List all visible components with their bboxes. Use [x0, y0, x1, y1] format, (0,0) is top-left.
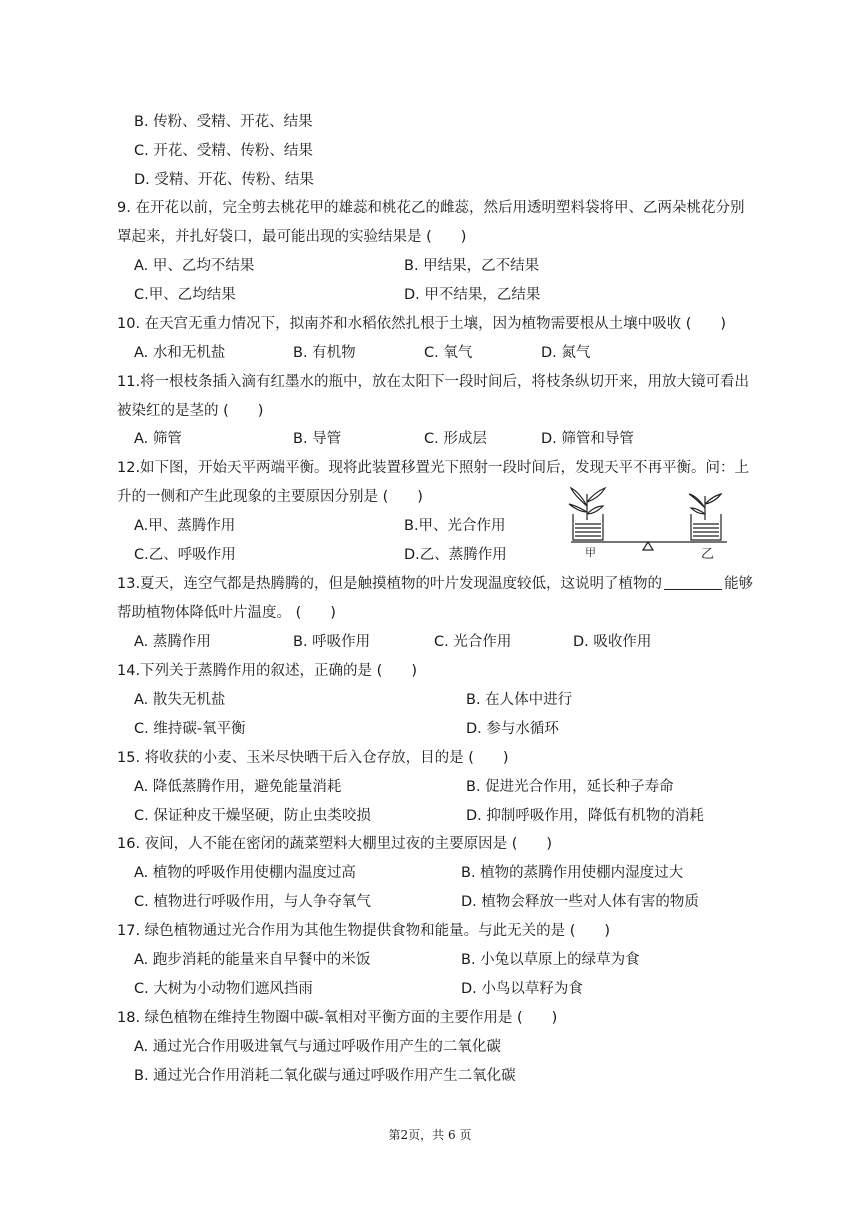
q14-option-a: A. 散失无机盐 [134, 692, 226, 708]
q13-option-b: B. 呼吸作用 [293, 634, 371, 650]
q12-stem-line2: 升的一侧和产生此现象的主要原因分别是 ( ) [117, 489, 423, 505]
q16-option-c: C. 植物进行呼吸作用，与人争夺氧气 [134, 894, 371, 910]
q11-stem-line2: 被染红的是茎的 ( ) [117, 403, 264, 419]
fig-label-right: 乙 [701, 547, 715, 562]
q15-option-c: C. 保证种皮干燥坚硬，防止虫类咬损 [134, 808, 371, 824]
q14-option-d: D. 参与水循环 [466, 721, 559, 737]
q14-stem: 14.下列关于蒸腾作用的叙述，正确的是 ( ) [117, 663, 417, 679]
q11-option-c: C. 形成层 [424, 431, 487, 447]
balance-figure [565, 484, 735, 562]
q17-option-d: D. 小鸟以草籽为食 [461, 981, 583, 997]
q8-option-b: B. 传粉、受精、开花、结果 [134, 114, 313, 130]
q9-option-a: A. 甲、乙均不结果 [134, 258, 255, 274]
q15-option-a: A. 降低蒸腾作用，避免能量消耗 [134, 779, 342, 795]
q12-stem-line1: 12.如下图，开始天平两端平衡。现将此装置移置光下照射一段时间后，发现天平不再平衡。问：上 [117, 460, 750, 476]
q9-option-d: D. 甲不结果，乙结果 [404, 287, 541, 303]
q10-option-b: B. 有机物 [293, 345, 356, 361]
q11-stem-line1: 11.将一根枝条插入滴有红墨水的瓶中，放在太阳下一段时间后，将枝条纵切开来，用放大镜可看出 [117, 374, 750, 390]
q13-option-d: D. 吸收作用 [573, 634, 652, 650]
q17-option-a: A. 跑步消耗的能量来自早餐中的米饭 [134, 952, 371, 968]
q18-option-b: B. 通过光合作用消耗二氧化碳与通过呼吸作用产生二氧化碳 [134, 1068, 516, 1084]
q16-stem: 16. 夜间，人不能在密闭的蔬菜塑料大棚里过夜的主要原因是 ( ) [117, 836, 553, 852]
fulcrum-icon [643, 542, 653, 550]
q9-stem-line1: 9. 在开花以前，完全剪去桃花甲的雄蕊和桃花乙的雌蕊，然后用透明塑料袋将甲、乙两朵桃花分别 [117, 200, 745, 216]
q13-stem-line2: 帮助植物体降低叶片温度。 ( ) [117, 605, 336, 621]
q15-option-d: D. 抑制呼吸作用，降低有机物的消耗 [466, 808, 704, 824]
right-plant-icon [689, 494, 721, 520]
q10-stem: 10. 在天宫无重力情况下，拟南芥和水稻依然扎根于土壤，因为植物需要根从土壤中吸收 ( ) [117, 316, 727, 332]
q13-option-c: C. 光合作用 [434, 634, 512, 650]
q12-option-a: A.甲、蒸腾作用 [134, 518, 236, 534]
q8-option-c: C. 开花、受精、传粉、结果 [134, 143, 313, 159]
q15-stem: 15. 将收获的小麦、玉米尽快晒干后入仓存放，目的是 ( ) [117, 750, 509, 766]
q17-option-c: C. 大树为小动物们遮风挡雨 [134, 981, 313, 997]
q12-option-c: C.乙、呼吸作用 [134, 547, 236, 563]
q11-option-d: D. 筛管和导管 [541, 431, 634, 447]
q13-stem-line1 [117, 574, 753, 594]
q9-stem-line2: 罩起来，并扎好袋口，最可能出现的实验结果是 ( ) [117, 229, 467, 245]
q13-answer-blank [664, 575, 722, 590]
q17-stem: 17. 绿色植物通过光合作用为其他生物提供食物和能量。与此无关的是 ( ) [117, 923, 611, 939]
right-beaker-icon [691, 514, 721, 540]
q16-option-b: B. 植物的蒸腾作用使棚内湿度过大 [461, 865, 684, 881]
q12-option-d: D.乙、蒸腾作用 [404, 547, 507, 563]
q18-option-a: A. 通过光合作用吸进氧气与通过呼吸作用产生的二氧化碳 [134, 1039, 501, 1055]
q11-option-a: A. 筛管 [134, 431, 182, 447]
q16-option-d: D. 植物会释放一些对人体有害的物质 [461, 894, 699, 910]
q10-option-c: C. 氧气 [424, 345, 473, 361]
q9-option-c: C.甲、乙均结果 [134, 287, 236, 303]
q17-option-b: B. 小兔以草原上的绿草为食 [461, 952, 640, 968]
q13-option-a: A. 蒸腾作用 [134, 634, 211, 650]
q9-option-b: B. 甲结果，乙不结果 [404, 258, 540, 274]
q8-option-d: D. 受精、开花、传粉、结果 [134, 172, 314, 188]
q14-option-b: B. 在人体中进行 [466, 692, 573, 708]
q10-option-d: D. 氮气 [541, 345, 591, 361]
q16-option-a: A. 植物的呼吸作用使棚内温度过高 [134, 865, 356, 881]
q12-option-b: B.甲、光合作用 [404, 518, 506, 534]
q11-option-b: B. 导管 [293, 431, 342, 447]
left-beaker-icon [573, 514, 603, 540]
page-footer: 第2页，共 6 页 [388, 1128, 472, 1142]
q15-option-b: B. 促进光合作用，延长种子寿命 [466, 779, 674, 795]
q13-stem-part1: 13.夏天，连空气都是热腾腾的，但是触摸植物的叶片发现温度较低，这说明了植物的 [117, 576, 663, 592]
q10-option-a: A. 水和无机盐 [134, 345, 226, 361]
q18-stem: 18. 绿色植物在维持生物圈中碳-氧相对平衡方面的主要作用是 ( ) [117, 1010, 558, 1026]
left-plant-icon [569, 488, 605, 520]
fig-label-left: 甲 [585, 546, 596, 559]
q13-stem-part2: 能够 [724, 576, 754, 592]
q14-option-c: C. 维持碳-氧平衡 [134, 721, 246, 737]
